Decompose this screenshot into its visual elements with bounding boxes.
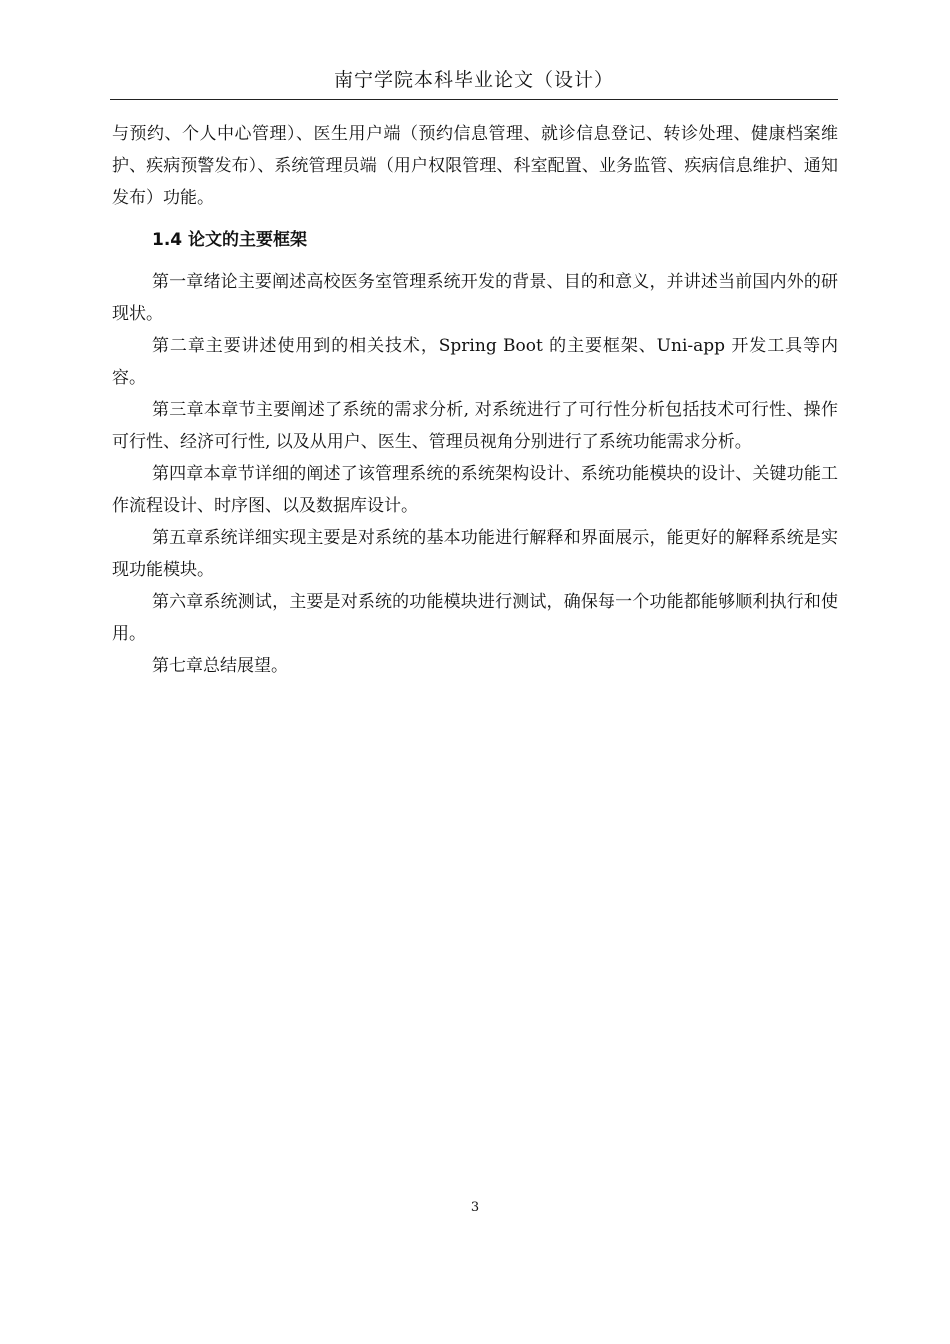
continued-paragraph: 与预约、个人中心管理）、医生用户端（预约信息管理、就诊信息登记、转诊处理、健康档案维护、疾病预警发布）、系统管理员端（用户权限管理、科室配置、业务监管、疾病信息维护、通知发布）功能。	[112, 124, 838, 208]
paragraph-chapter-1: 第一章绪论主要阐述高校医务室管理系统开发的背景、目的和意义，并讲述当前国内外的研现状。	[112, 272, 838, 324]
paragraph-chapter-7: 第七章总结展望。	[152, 656, 288, 676]
paragraph-chapter-5: 第五章系统详细实现主要是对系统的基本功能进行解释和界面展示，能更好的解释系统是实现功能模块。	[112, 528, 838, 580]
paragraph-chapter-4: 第四章本章节详细的阐述了该管理系统的系统架构设计、系统功能模块的设计、关键功能工作流程设计、时序图、以及数据库设计。	[112, 464, 838, 516]
header-divider	[110, 99, 838, 100]
paragraph-chapter-3: 第三章本章节主要阐述了系统的需求分析, 对系统进行了可行性分析包括技术可行性、操作可行性、经济可行性, 以及从用户、医生、管理员视角分别进行了系统功能需求分析。	[112, 400, 838, 452]
page-number: 3	[470, 1200, 480, 1215]
page-header-title: 南宁学院本科毕业论文（设计）	[333, 69, 614, 91]
paragraph-chapter-2: 第二章主要讲述使用到的相关技术，Spring Boot 的主要框架、Uni-app 开发工具等内容。	[112, 336, 838, 388]
section-heading: 1.4 论文的主要框架	[152, 230, 308, 250]
page-content	[112, 118, 838, 682]
paragraph-chapter-6: 第六章系统测试，主要是对系统的功能模块进行测试，确保每一个功能都能够顺利执行和使用。	[112, 592, 838, 644]
